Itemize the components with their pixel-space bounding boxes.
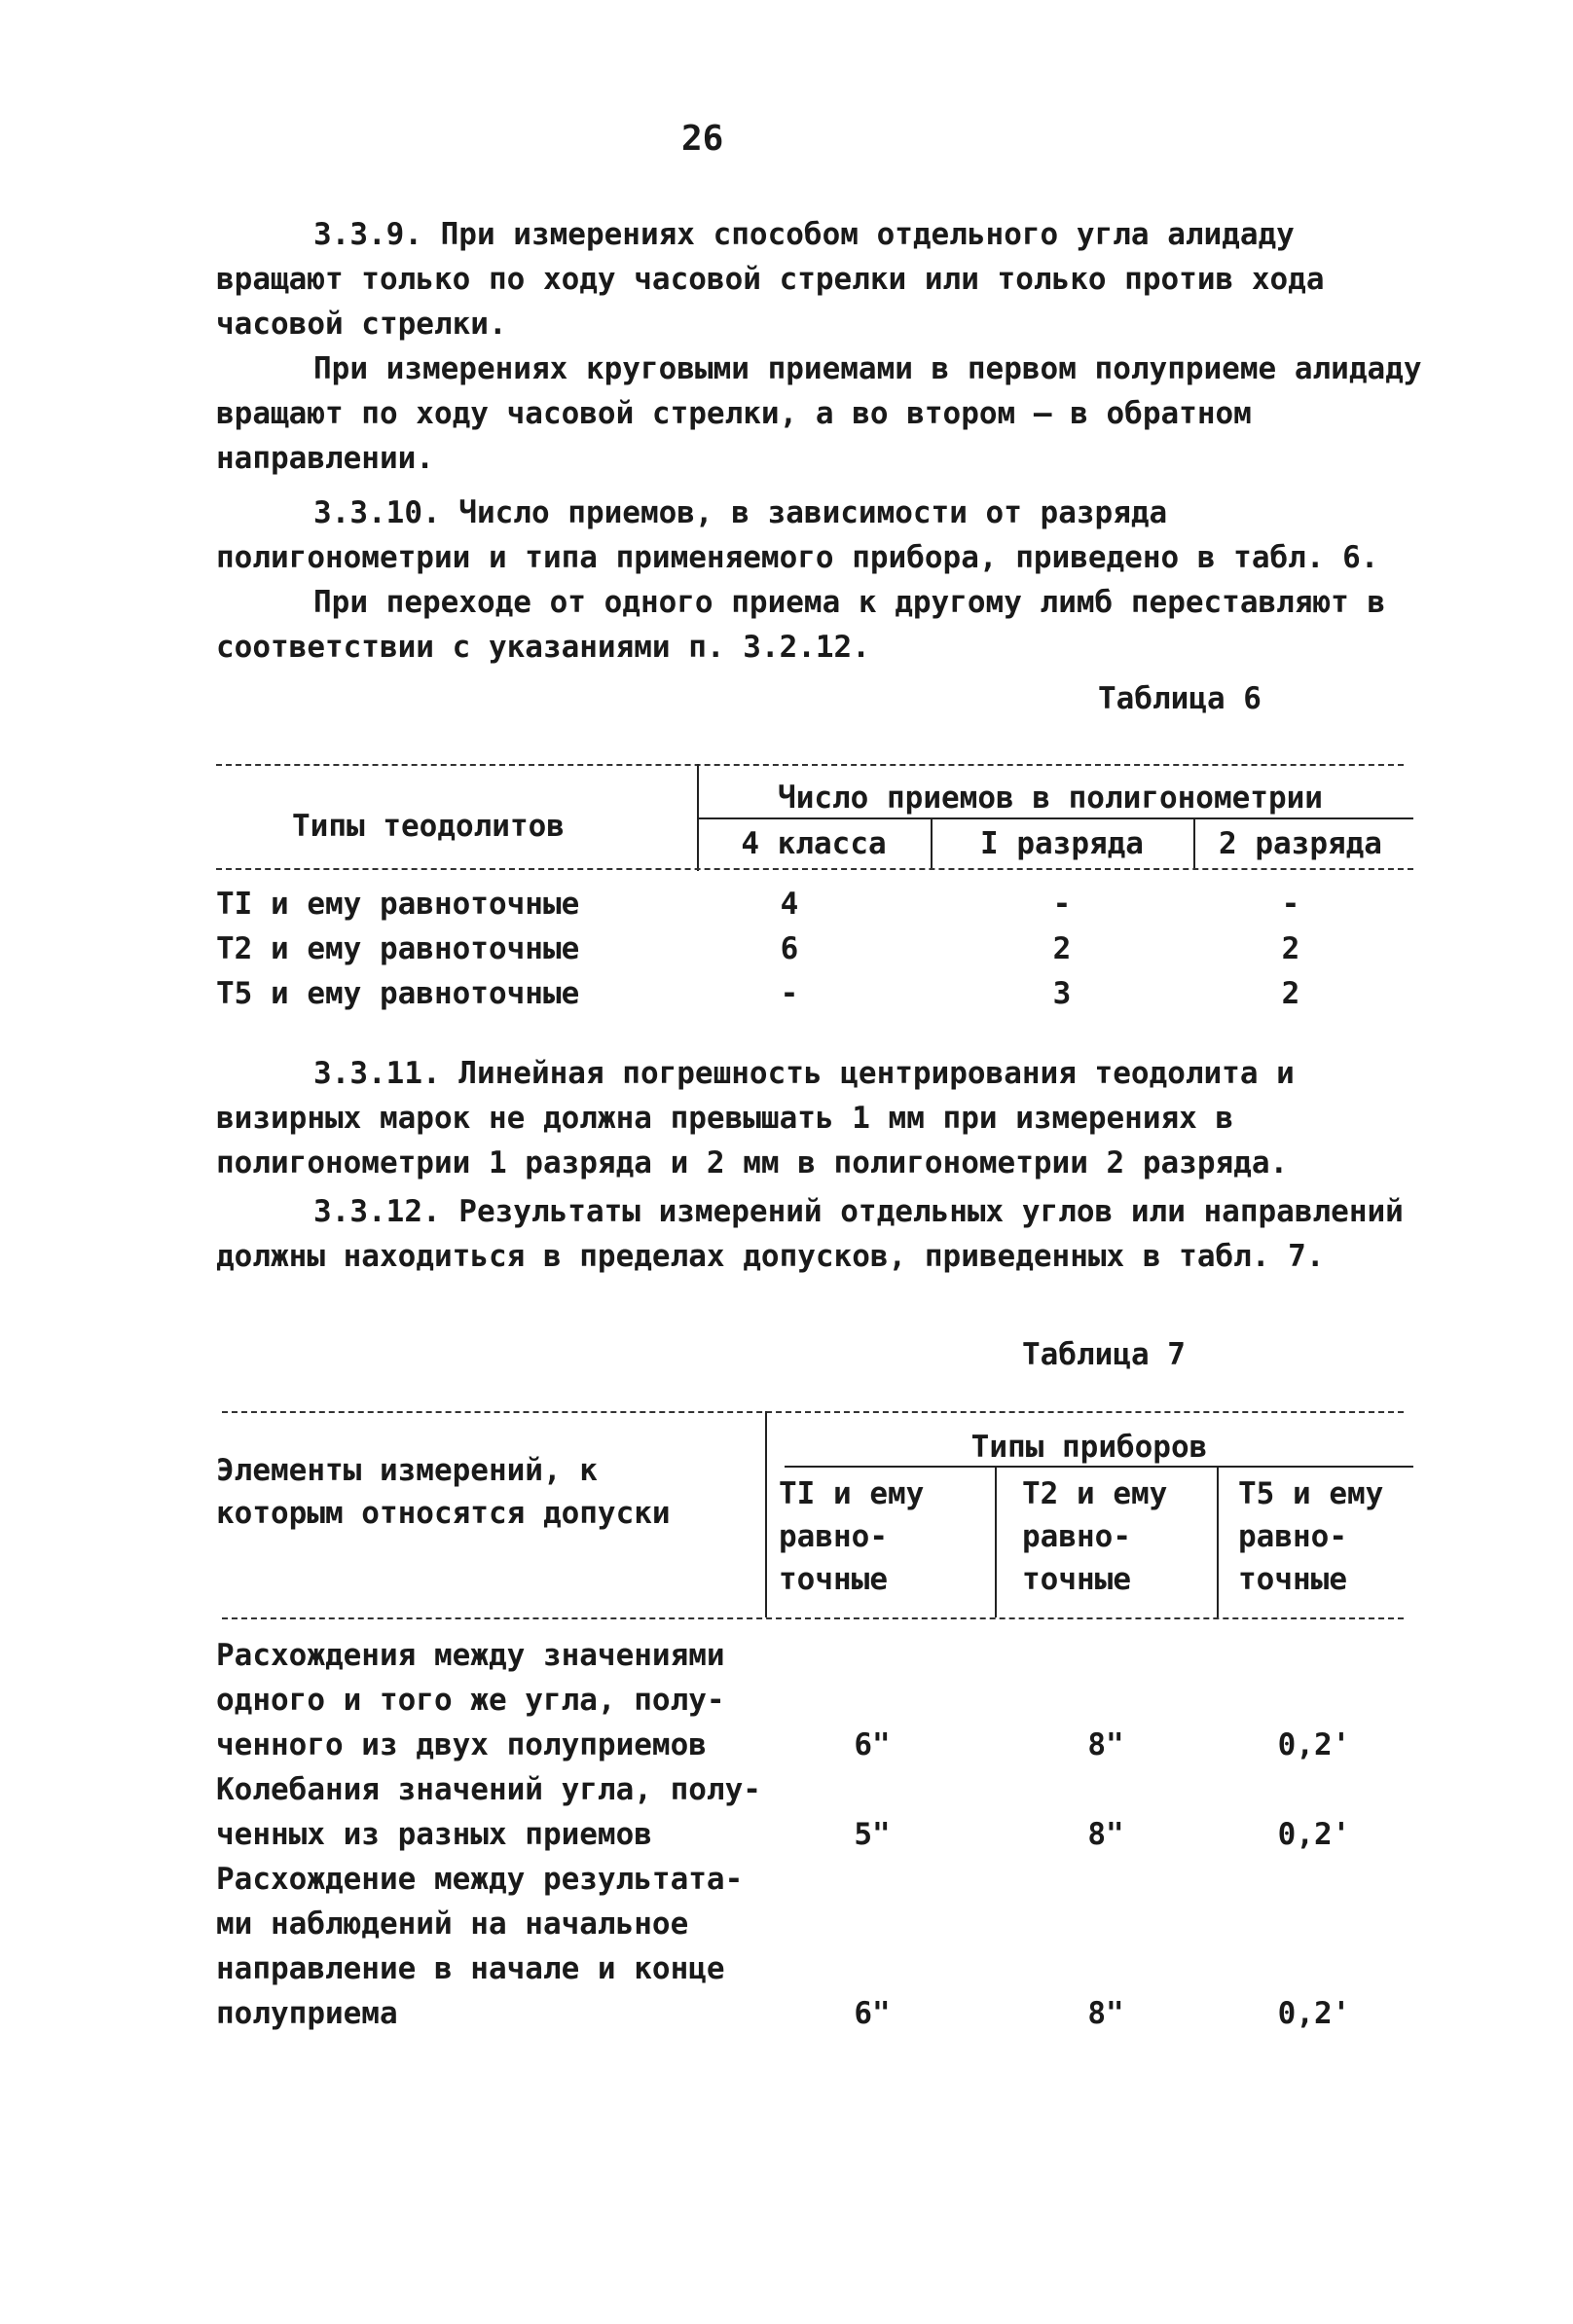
table6-cell: 3 <box>1052 976 1072 1011</box>
table7-row-3-label-line2: ми наблюдений на начальное <box>216 1906 689 1942</box>
table7-group-rule <box>785 1466 1413 1468</box>
table7-row-2-label-line2: ченных из разных приемов <box>216 1817 652 1852</box>
table7-cell: 6" <box>854 1996 891 2031</box>
table7-row-1-label-line1: Расхождения между значениями <box>216 1638 725 1673</box>
table7-col-divider-2 <box>1217 1468 1219 1617</box>
table7-row-3-label-line4: полуприема <box>216 1996 398 2031</box>
table7-row-header-line2: которым относятся допуски <box>216 1496 671 1531</box>
table7-row-1-label-line2: одного и того же угла, полу- <box>216 1683 725 1718</box>
table6-col-3: 2 разряда <box>1219 826 1382 861</box>
table7-cell: 8" <box>1087 1996 1124 2031</box>
paragraph-3-3-10: 3.3.10. Число приемов, в зависимости от разряда полигонометрии и типа применяемого прибора, приведено в табл. 6. <box>216 495 1379 575</box>
table7-col-1-line3: точные <box>779 1562 888 1597</box>
table7-cell: 8" <box>1087 1817 1124 1852</box>
table6-group-rule <box>697 817 1413 819</box>
table7-top-rule <box>222 1411 1404 1413</box>
table7-row-header-line1: Элементы измерений, к <box>216 1453 598 1488</box>
table7-col-2-line3: точные <box>1022 1562 1131 1597</box>
table7-col-divider-1 <box>995 1468 997 1617</box>
table6-col-1: 4 класса <box>741 826 887 861</box>
table6-cell: 6 <box>780 931 799 966</box>
table7-row-3-label-line3: направление в начале и конце <box>216 1951 725 1986</box>
table6-cell: 2 <box>1281 931 1300 966</box>
table6-cell: - <box>1052 887 1072 922</box>
paragraph-3-3-12: 3.3.12. Результаты измерений отдельных углов или направлений должны находиться в пределах допусков, приведенных в табл. 7. <box>216 1194 1404 1274</box>
paragraph-3-3-9: 3.3.9. При измерениях способом отдельного угла алидаду вращают только по ходу часовой стрелки или только против хода часовой стрелки. <box>216 217 1325 342</box>
table7-cell: 8" <box>1087 1727 1124 1762</box>
table7-col-1-line1: TI и ему <box>779 1476 925 1511</box>
page-number: 26 <box>681 119 724 159</box>
table6-caption: Таблица 6 <box>1098 681 1262 716</box>
table7-col-3-line3: точные <box>1238 1562 1347 1597</box>
table6-top-rule <box>216 764 1404 766</box>
table6-row-1-label: TI и ему равноточные <box>216 887 580 922</box>
table6-cell: 2 <box>1281 976 1300 1011</box>
table7-cell: 0,2' <box>1277 1996 1351 2031</box>
table6-cell: 2 <box>1052 931 1072 966</box>
table7-col-1-line2: равно- <box>779 1519 888 1554</box>
table6-header-rule <box>216 868 1413 870</box>
table6-group-header: Число приемов в полигонометрии <box>778 781 1323 816</box>
table6-cell: 4 <box>780 887 799 922</box>
table7-row-3-label-line1: Расхождение между результата- <box>216 1862 744 1897</box>
table7-col-2-line2: равно- <box>1022 1519 1131 1554</box>
table7-cell: 6" <box>854 1727 891 1762</box>
table7-row-2-label-line1: Колебания значений угла, полу- <box>216 1772 761 1807</box>
paragraph-3-3-11: 3.3.11. Линейная погрешность центрирования теодолита и визирных марок не должна превышать 1 мм при измерениях в полигонометрии 1 разряда и 2 мм в полигонометрии 2 разряда. <box>216 1056 1295 1180</box>
table7-caption: Таблица 7 <box>1022 1337 1186 1372</box>
table6-cell: - <box>780 976 799 1011</box>
table7-group-header: Типы приборов <box>970 1430 1208 1465</box>
table6-cell: - <box>1281 887 1300 922</box>
table6-col-2: I разряда <box>980 826 1144 861</box>
table7-col-2-line1: T2 и ему <box>1022 1476 1168 1511</box>
table7-col-3-line1: T5 и ему <box>1238 1476 1384 1511</box>
table7-cell: 0,2' <box>1277 1727 1351 1762</box>
paragraph-3-3-10-cont: При переходе от одного приема к другому лимб переставляют в соответствии с указаниями п. 3.2.12. <box>216 585 1386 665</box>
table7-row-1-label-line3: ченного из двух полуприемов <box>216 1727 707 1762</box>
table7-cell: 0,2' <box>1277 1817 1351 1852</box>
table7-header-rule <box>222 1617 1404 1619</box>
table6-row-2-label: T2 и ему равноточные <box>216 931 580 966</box>
paragraph-3-3-9-cont: При измерениях круговыми приемами в первом полуприеме алидаду вращают по ходу часовой стрелки, а во втором – в обратном направлении. <box>216 351 1422 476</box>
table7-cell: 5" <box>854 1817 891 1852</box>
table6-row-header: Типы теодолитов <box>292 809 565 844</box>
table7-col-3-line2: равно- <box>1238 1519 1347 1554</box>
table6-row-3-label: T5 и ему равноточные <box>216 976 580 1011</box>
